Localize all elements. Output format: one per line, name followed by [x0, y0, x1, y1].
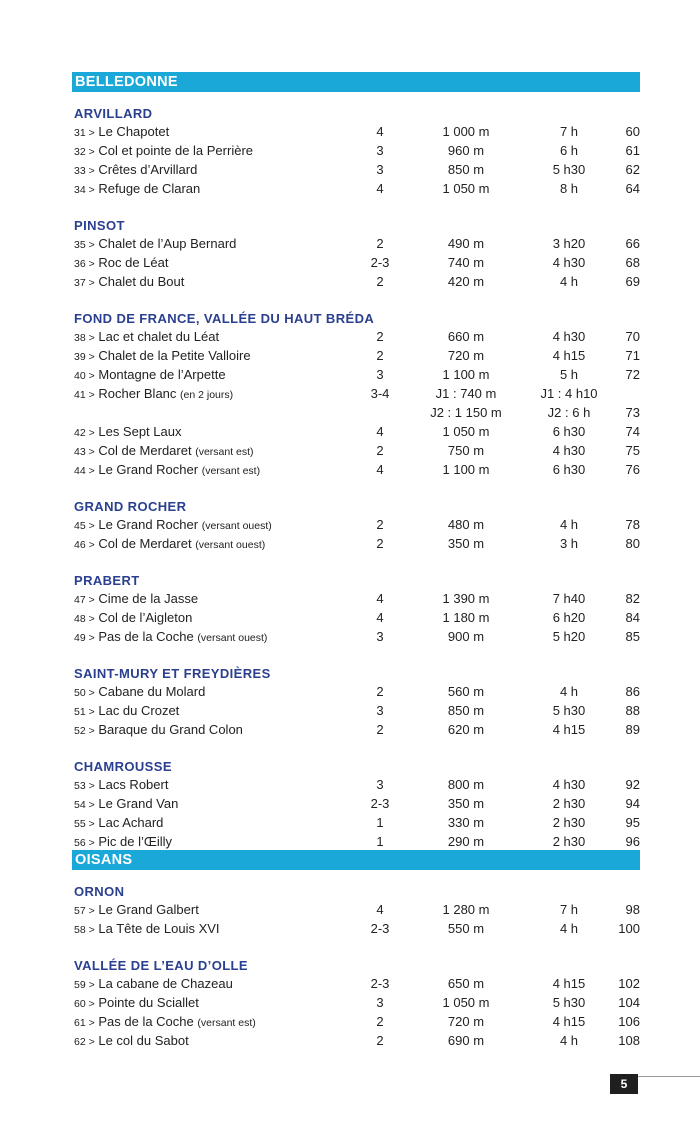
route-name: Chalet de la Petite Valloire — [98, 348, 251, 363]
zone-title: PINSOT — [74, 218, 125, 233]
route-row[interactable] — [0, 813, 700, 832]
route-number: 37 > — [74, 277, 95, 289]
route-number: 40 > — [74, 370, 95, 382]
route-elevation: 550 m — [447, 921, 485, 936]
route-name: Les Sept Laux — [98, 424, 182, 439]
route-duration: 4 h — [559, 274, 579, 289]
route-duration: 4 h — [559, 517, 579, 532]
route-difficulty: 4 — [376, 424, 384, 439]
route-number: 61 > — [74, 1017, 95, 1029]
route-duration: 3 h — [559, 536, 579, 551]
route-page: 62 — [625, 162, 640, 177]
route-row[interactable] — [0, 589, 700, 608]
route-difficulty: 3 — [376, 703, 384, 718]
route-page: 89 — [625, 722, 640, 737]
route-note: (versant est) — [201, 465, 261, 477]
route-page: 92 — [625, 777, 640, 792]
route-elevation: 290 m — [447, 834, 485, 849]
route-page: 106 — [618, 1014, 640, 1029]
route-difficulty: 2 — [376, 236, 384, 251]
route-difficulty: 2 — [376, 517, 384, 532]
route-name: Lac et chalet du Léat — [98, 329, 220, 344]
route-page: 98 — [625, 902, 640, 917]
route-difficulty: 2-3 — [370, 976, 390, 991]
route-elevation: 1 050 m — [442, 181, 490, 196]
zone-title: CHAMROUSSE — [74, 759, 172, 774]
route-elevation: 1 050 m — [442, 995, 490, 1010]
route-difficulty: 2 — [376, 274, 384, 289]
route-name: Le Chapotet — [98, 124, 170, 139]
route-number: 38 > — [74, 332, 95, 344]
route-row[interactable] — [0, 122, 700, 141]
route-difficulty: 2-3 — [370, 796, 390, 811]
route-elevation: 720 m — [447, 1014, 485, 1029]
route-elevation: 690 m — [447, 1033, 485, 1048]
route-duration: 7 h40 — [552, 591, 586, 606]
route-name: Montagne de l’Arpette — [98, 367, 226, 382]
route-duration: 5 h30 — [552, 162, 586, 177]
route-elevation: 850 m — [447, 162, 485, 177]
route-name-cell — [74, 1012, 256, 1033]
route-elevation: J2 : 1 150 m — [430, 405, 502, 420]
route-name-cell — [74, 384, 233, 405]
route-name-cell — [74, 682, 205, 703]
route-number: 57 > — [74, 905, 95, 917]
route-number: 33 > — [74, 165, 95, 177]
route-name-cell — [74, 272, 184, 293]
route-row[interactable] — [0, 1031, 700, 1050]
route-note: (versant ouest) — [195, 539, 266, 551]
route-name: Baraque du Grand Colon — [98, 722, 243, 737]
route-note: (versant ouest) — [197, 632, 268, 644]
route-name-cell — [74, 460, 260, 481]
route-row[interactable] — [0, 627, 700, 646]
route-number: 59 > — [74, 979, 95, 991]
route-page: 61 — [625, 143, 640, 158]
route-page: 82 — [625, 591, 640, 606]
route-difficulty: 3 — [376, 143, 384, 158]
route-number: 36 > — [74, 258, 95, 270]
route-duration: 5 h20 — [552, 629, 586, 644]
route-note: (versant est) — [197, 1017, 256, 1029]
route-page: 102 — [618, 976, 640, 991]
route-name: Col de l’Aigleton — [98, 610, 193, 625]
route-difficulty: 2 — [376, 348, 384, 363]
route-number: 41 > — [74, 389, 95, 401]
route-page: 66 — [625, 236, 640, 251]
route-difficulty: 3-4 — [370, 386, 390, 401]
route-name-cell — [74, 253, 168, 274]
route-note: (en 2 jours) — [180, 389, 234, 401]
route-row[interactable] — [0, 832, 700, 851]
route-difficulty: 4 — [376, 181, 384, 196]
route-name: La Tête de Louis XVI — [98, 921, 220, 936]
route-difficulty: 3 — [376, 777, 384, 792]
route-duration: 4 h30 — [552, 255, 586, 270]
route-name-cell — [74, 608, 192, 629]
route-elevation: 330 m — [447, 815, 485, 830]
route-name-cell — [74, 422, 181, 443]
route-elevation: J1 : 740 m — [435, 386, 497, 401]
route-row[interactable] — [0, 327, 700, 346]
route-duration: J1 : 4 h10 — [540, 386, 598, 401]
route-name-cell — [74, 122, 169, 143]
route-page: 78 — [625, 517, 640, 532]
route-row[interactable] — [0, 365, 700, 384]
route-elevation: 1 050 m — [442, 424, 490, 439]
route-name: Pointe du Sciallet — [98, 995, 199, 1010]
route-elevation: 650 m — [447, 976, 485, 991]
route-row[interactable] — [0, 160, 700, 179]
route-row[interactable] — [0, 993, 700, 1012]
route-elevation: 1 000 m — [442, 124, 490, 139]
route-duration: 4 h15 — [552, 976, 586, 991]
route-name-cell — [74, 534, 265, 555]
route-name: Lac Achard — [98, 815, 164, 830]
route-difficulty: 2 — [376, 536, 384, 551]
route-name-cell — [74, 720, 243, 741]
route-name-cell — [74, 813, 163, 834]
route-name-cell — [74, 234, 236, 255]
route-difficulty: 2 — [376, 443, 384, 458]
route-name-cell — [74, 1031, 189, 1052]
route-elevation: 350 m — [447, 536, 485, 551]
route-page: 104 — [618, 995, 640, 1010]
route-row[interactable] — [0, 141, 700, 160]
route-number: 32 > — [74, 146, 95, 158]
route-duration: 7 h — [559, 124, 579, 139]
route-name-cell — [74, 900, 199, 921]
route-page: 68 — [625, 255, 640, 270]
route-duration: 5 h — [559, 367, 579, 382]
route-name-cell — [74, 627, 267, 648]
route-difficulty: 3 — [376, 995, 384, 1010]
zone-title: PRABERT — [74, 573, 140, 588]
route-elevation: 960 m — [447, 143, 485, 158]
route-page: 75 — [625, 443, 640, 458]
route-row[interactable] — [0, 460, 700, 479]
route-elevation: 490 m — [447, 236, 485, 251]
route-row[interactable] — [0, 384, 700, 403]
route-duration: 4 h15 — [552, 1014, 586, 1029]
route-name: Pas de la Coche — [98, 629, 194, 644]
route-difficulty: 1 — [376, 815, 384, 830]
route-duration: 5 h30 — [552, 703, 586, 718]
route-name: Cabane du Molard — [98, 684, 206, 699]
route-number: 62 > — [74, 1036, 95, 1048]
route-difficulty: 4 — [376, 462, 384, 477]
route-name-cell — [74, 515, 272, 536]
route-number: 53 > — [74, 780, 95, 792]
route-elevation: 800 m — [447, 777, 485, 792]
route-duration: 5 h30 — [552, 995, 586, 1010]
route-name: Le Grand Van — [98, 796, 179, 811]
route-elevation: 1 280 m — [442, 902, 490, 917]
route-duration: 4 h30 — [552, 329, 586, 344]
route-difficulty: 3 — [376, 629, 384, 644]
route-page: 94 — [625, 796, 640, 811]
route-row[interactable] — [0, 272, 700, 291]
route-row[interactable] — [0, 1012, 700, 1031]
route-row[interactable] — [0, 441, 700, 460]
route-row[interactable] — [0, 403, 700, 422]
zone-title: SAINT-MURY ET FREYDIÈRES — [74, 666, 271, 681]
route-page: 100 — [618, 921, 640, 936]
route-number: 43 > — [74, 446, 95, 458]
route-page: 95 — [625, 815, 640, 830]
route-name: Chalet du Bout — [98, 274, 185, 289]
route-page: 108 — [618, 1033, 640, 1048]
route-name: Crêtes d’Arvillard — [98, 162, 198, 177]
route-page: 86 — [625, 684, 640, 699]
route-elevation: 1 100 m — [442, 462, 490, 477]
route-duration: 2 h30 — [552, 796, 586, 811]
route-number: 49 > — [74, 632, 95, 644]
route-difficulty: 2-3 — [370, 255, 390, 270]
route-name-cell — [74, 141, 253, 162]
route-elevation: 1 390 m — [442, 591, 490, 606]
route-name-cell — [74, 775, 168, 796]
route-number: 42 > — [74, 427, 95, 439]
route-duration: 4 h — [559, 921, 579, 936]
route-elevation: 750 m — [447, 443, 485, 458]
zone-title: FOND DE FRANCE, VALLÉE DU HAUT BRÉDA — [74, 311, 375, 326]
route-number: 31 > — [74, 127, 95, 139]
footer-rule — [638, 1076, 700, 1077]
route-number: 34 > — [74, 184, 95, 196]
route-duration: 4 h15 — [552, 722, 586, 737]
route-name: Pas de la Coche — [98, 1014, 194, 1029]
route-difficulty: 4 — [376, 902, 384, 917]
route-name-cell — [74, 346, 251, 367]
route-duration: 6 h20 — [552, 610, 586, 625]
route-name: Le col du Sabot — [98, 1033, 189, 1048]
route-page: 96 — [625, 834, 640, 849]
route-difficulty: 3 — [376, 367, 384, 382]
route-row[interactable] — [0, 974, 700, 993]
route-page: 64 — [625, 181, 640, 196]
route-difficulty: 2-3 — [370, 921, 390, 936]
route-row[interactable] — [0, 234, 700, 253]
route-number: 50 > — [74, 687, 95, 699]
route-difficulty: 2 — [376, 722, 384, 737]
route-name-cell — [74, 701, 179, 722]
route-row[interactable] — [0, 682, 700, 701]
route-row[interactable] — [0, 720, 700, 739]
zone-title: VALLÉE DE L’EAU D’OLLE — [74, 958, 248, 973]
route-row[interactable] — [0, 794, 700, 813]
route-name: Pic de l’Œilly — [98, 834, 173, 849]
route-duration: 7 h — [559, 902, 579, 917]
route-row[interactable] — [0, 608, 700, 627]
route-name: Le Grand Rocher — [98, 462, 199, 477]
zone-title: GRAND ROCHER — [74, 499, 187, 514]
route-number: 56 > — [74, 837, 95, 849]
route-page: 71 — [625, 348, 640, 363]
route-duration: 4 h — [559, 1033, 579, 1048]
route-number: 44 > — [74, 465, 95, 477]
route-name: Rocher Blanc — [98, 386, 177, 401]
route-duration: 4 h — [559, 684, 579, 699]
route-page: 88 — [625, 703, 640, 718]
route-name: Col de Merdaret — [98, 536, 192, 551]
route-page: 72 — [625, 367, 640, 382]
route-row[interactable] — [0, 179, 700, 198]
route-name: Cime de la Jasse — [98, 591, 199, 606]
route-elevation: 740 m — [447, 255, 485, 270]
route-duration: 2 h30 — [552, 815, 586, 830]
route-page: 69 — [625, 274, 640, 289]
route-name: Chalet de l’Aup Bernard — [98, 236, 237, 251]
route-name: Le Grand Galbert — [98, 902, 199, 917]
route-name: Col et pointe de la Perrière — [98, 143, 254, 158]
route-row[interactable] — [0, 919, 700, 938]
route-row[interactable] — [0, 253, 700, 272]
route-difficulty: 4 — [376, 591, 384, 606]
route-elevation: 1 180 m — [442, 610, 490, 625]
route-name: Roc de Léat — [98, 255, 169, 270]
route-page: 76 — [625, 462, 640, 477]
route-name-cell — [74, 179, 200, 200]
route-row[interactable] — [0, 346, 700, 365]
route-elevation: 420 m — [447, 274, 485, 289]
route-number: 55 > — [74, 818, 95, 830]
route-row[interactable] — [0, 775, 700, 794]
route-page: 80 — [625, 536, 640, 551]
route-number: 45 > — [74, 520, 95, 532]
route-difficulty: 4 — [376, 610, 384, 625]
route-row[interactable] — [0, 900, 700, 919]
route-difficulty: 3 — [376, 162, 384, 177]
route-number: 35 > — [74, 239, 95, 251]
route-duration: 6 h30 — [552, 462, 586, 477]
route-name-cell — [74, 794, 178, 815]
route-duration: 2 h30 — [552, 834, 586, 849]
route-duration: 4 h30 — [552, 443, 586, 458]
route-duration: 4 h30 — [552, 777, 586, 792]
route-number: 47 > — [74, 594, 95, 606]
route-row[interactable] — [0, 534, 700, 553]
route-number: 51 > — [74, 706, 95, 718]
route-name-cell — [74, 441, 254, 462]
route-difficulty: 2 — [376, 329, 384, 344]
route-name-cell — [74, 327, 219, 348]
route-page: 85 — [625, 629, 640, 644]
route-number: 54 > — [74, 799, 95, 811]
route-elevation: 720 m — [447, 348, 485, 363]
route-name-cell — [74, 993, 199, 1014]
route-elevation: 1 100 m — [442, 367, 490, 382]
route-duration: 4 h15 — [552, 348, 586, 363]
route-name: Le Grand Rocher — [98, 517, 199, 532]
route-elevation: 350 m — [447, 796, 485, 811]
route-page: 60 — [625, 124, 640, 139]
route-elevation: 620 m — [447, 722, 485, 737]
route-difficulty: 2 — [376, 684, 384, 699]
route-number: 58 > — [74, 924, 95, 936]
route-number: 60 > — [74, 998, 95, 1010]
route-number: 39 > — [74, 351, 95, 363]
route-name-cell — [74, 974, 233, 995]
route-duration: 6 h — [559, 143, 579, 158]
route-elevation: 850 m — [447, 703, 485, 718]
route-elevation: 660 m — [447, 329, 485, 344]
route-number: 52 > — [74, 725, 95, 737]
route-elevation: 900 m — [447, 629, 485, 644]
route-name: Col de Merdaret — [98, 443, 192, 458]
route-note: (versant est) — [195, 446, 254, 458]
route-name: Refuge de Claran — [98, 181, 201, 196]
route-row[interactable] — [0, 515, 700, 534]
region-header: BELLEDONNE — [72, 72, 640, 92]
route-duration: 8 h — [559, 181, 579, 196]
route-difficulty: 4 — [376, 124, 384, 139]
route-name-cell — [74, 589, 198, 610]
route-page: 73 — [625, 405, 640, 420]
page-number: 5 — [610, 1074, 638, 1094]
route-name: Lacs Robert — [98, 777, 169, 792]
route-page: 74 — [625, 424, 640, 439]
route-difficulty: 2 — [376, 1033, 384, 1048]
route-page: 70 — [625, 329, 640, 344]
route-duration: 3 h20 — [552, 236, 586, 251]
route-page: 84 — [625, 610, 640, 625]
route-row[interactable] — [0, 422, 700, 441]
route-row[interactable] — [0, 701, 700, 720]
route-elevation: 480 m — [447, 517, 485, 532]
route-note: (versant ouest) — [201, 520, 272, 532]
route-number: 46 > — [74, 539, 95, 551]
zone-title: ORNON — [74, 884, 125, 899]
route-difficulty: 2 — [376, 1014, 384, 1029]
route-name-cell — [74, 160, 197, 181]
route-name-cell — [74, 365, 226, 386]
route-name: La cabane de Chazeau — [98, 976, 233, 991]
route-name: Lac du Crozet — [98, 703, 180, 718]
route-elevation: 560 m — [447, 684, 485, 699]
route-number: 48 > — [74, 613, 95, 625]
route-duration: 6 h30 — [552, 424, 586, 439]
route-name-cell — [74, 919, 220, 940]
route-duration: J2 : 6 h — [547, 405, 591, 420]
zone-title: ARVILLARD — [74, 106, 153, 121]
region-header: OISANS — [72, 850, 640, 870]
route-difficulty: 1 — [376, 834, 384, 849]
